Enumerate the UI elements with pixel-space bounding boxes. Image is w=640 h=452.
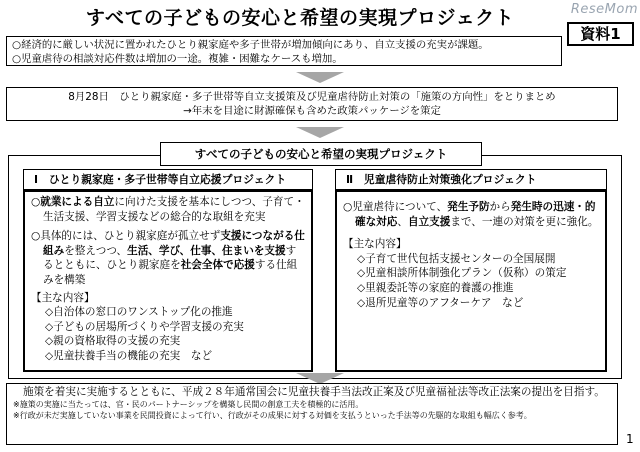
left-paragraph-2	[31, 229, 305, 287]
text-run: する仕組みを構築	[43, 259, 298, 286]
note-1: ※施策の実施に当たっては、官・民のパートナーシップを構築し民間の創意工夫を積極的に活用。	[13, 400, 364, 409]
left-item-2: ◇子どもの居場所づくりや学習支援の充実	[45, 320, 244, 333]
left-project-body	[23, 190, 313, 372]
bold-run: 社会全体で応援	[180, 259, 255, 272]
left-item-4: ◇児童扶養手当の機能の充実 など	[45, 349, 213, 362]
text-run: まで、一連の対策を更に強化。	[450, 215, 599, 228]
bold-run: 支援につながる仕組み	[43, 230, 305, 257]
background-line-1: ○経済的に厳しい状況に置かれたひとり親家庭や多子世帯が増加傾向にあり、自立支援の充実が課題。	[12, 39, 489, 51]
text-run: ○児童虐待について、	[343, 201, 448, 213]
right-main-heading: 【主な内容】	[343, 238, 407, 251]
left-main-heading: 【主な内容】	[31, 291, 95, 304]
implementation-text: 施策を着実に実施するとともに、平成２８年通常国会に児童扶養手当法改正案及び児童福祉法等改正法案の提出を目指す。	[23, 386, 605, 398]
bold-run: 生活、学び、仕事、住まいを支援	[127, 244, 286, 257]
right-item-2: ◇児童相談所体制強化プラン（仮称）の策定	[357, 267, 567, 280]
text-run: ○具体的には、ひとり親家庭が孤立せず	[31, 230, 221, 243]
project-title: すべての子どもの安心と希望の実現プロジェクト	[160, 142, 482, 166]
watermark-logo: ReseMom	[570, 2, 638, 17]
text-run: 、	[397, 215, 408, 228]
text-run: に向けた支援を基本にしつつ、子育て・生活支援、学習支援などの総合的な取組を充実	[43, 196, 305, 223]
background-line-2: ○児童虐待の相談対応件数は増加の一途。複雑・困難なケースも増加。	[12, 53, 343, 65]
page-number: 1	[626, 432, 634, 446]
right-paragraph-1	[343, 200, 599, 229]
decision-line-1: 8月28日 ひとり親家庭・多子世帯等自立支援策及び児童虐待防止対策の「施策の方向性」をとりまとめ	[68, 91, 556, 103]
bold-run: 発生予防	[447, 201, 490, 213]
implementation-box	[6, 383, 618, 445]
right-item-4: ◇退所児童等のアフターケア など	[357, 296, 524, 309]
bold-run: 自立支援	[407, 215, 451, 228]
document-badge: 資料1	[567, 22, 634, 46]
background-box	[6, 36, 562, 66]
down-arrow-icon	[296, 72, 344, 83]
project-container	[8, 155, 622, 379]
decision-box	[6, 87, 618, 121]
page-title: すべての子どもの安心と希望の実現プロジェクト	[85, 7, 515, 29]
text-run: から	[489, 201, 511, 213]
down-arrow-icon	[296, 127, 344, 138]
right-project-body	[335, 190, 607, 372]
text-run: を整えつつ、	[64, 244, 128, 257]
text-run: ○	[31, 196, 41, 208]
right-project-heading: Ⅱ 児童虐待防止対策強化プロジェクト	[335, 169, 607, 190]
text-run: するとともに、ひとり親家庭を	[43, 244, 297, 272]
bold-run: 発生時の迅速・的確な対応	[355, 201, 596, 228]
note-2: ※行政が未だ実施していない事業を民間投資によって行い、行政がその成果に対する対価を支払うといった手法等の先駆的な取組も幅広く参考。	[13, 411, 532, 420]
left-item-3: ◇親の資格取得の支援の充実	[45, 335, 181, 348]
left-paragraph-1	[31, 195, 305, 224]
right-item-3: ◇里親委託等の家庭的養護の推進	[357, 281, 514, 294]
decision-line-2: →年末を目途に財源確保も含めた政策パッケージを策定	[183, 105, 441, 117]
right-item-1: ◇子育て世代包括支援センターの全国展開	[357, 252, 556, 265]
left-item-1: ◇自治体の窓口のワンストップ化の推進	[45, 306, 233, 319]
left-project-heading: Ⅰ ひとり親家庭・多子世帯等自立応援プロジェクト	[23, 169, 313, 190]
bold-run: 就業による自立	[40, 196, 115, 208]
